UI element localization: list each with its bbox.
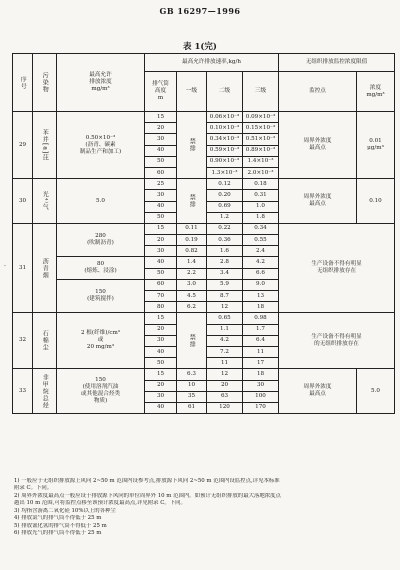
lvl2-cell [207,279,243,290]
stack-height-cell [145,313,177,324]
header-lvl2 [207,72,243,112]
lvl1-prohibited [177,179,207,224]
max-conc-label: 排放浓度 [89,79,112,85]
lvl3-cell [243,346,279,357]
lvl2-cell [207,235,243,246]
lvl3-value: 1.7 [256,326,265,333]
monitor-point [279,179,357,224]
lvl3-value: 0.89×10⁻³ [245,147,276,154]
stack-height: 15 [156,370,165,377]
stack-height: 60 [156,281,165,288]
stack-height-cell [145,279,177,290]
lvl2-cell [207,402,243,413]
lvl3-value: 100 [255,393,266,400]
max-conc-text: 80 [96,261,105,268]
concentration-label: 浓度 [369,84,382,91]
margin-mark: · [4,263,6,270]
monitor-point-label: 监控点 [309,88,326,94]
row-number-text: 32 [18,337,27,344]
header-monitor-point [279,72,357,112]
lvl3-value: 0.55 [254,236,267,243]
monitor-text: 周界外浓度 [303,194,332,201]
lvl3-value: 18 [256,303,265,310]
lvl3-value: 17 [256,359,265,366]
row-number [13,369,33,414]
stack-height: 50 [156,158,165,165]
lvl3-value: 13 [256,292,265,299]
stack-height-cell [145,302,177,313]
lvl2-value: 12 [220,303,229,310]
stack-height: 30 [156,393,165,400]
pollutant-name-text: 非甲烷总烃 [41,373,49,409]
lvl2-value: 0.65 [218,314,231,321]
lvl2-value: 11 [220,359,229,366]
height-label: 排气筒 [152,81,169,88]
lvl2-cell [207,291,243,302]
fugitive-limit-text: 0.10 [369,197,382,204]
stack-height: 40 [156,348,165,355]
lvl2-cell [207,112,243,123]
pollutant-name-text: 光⁴⁾气 [41,191,49,211]
max-conc-text: (使用溶剂汽油 [82,384,119,391]
lvl1-value: 6.3 [187,370,196,377]
lvl3-value: 6.4 [256,337,265,344]
lvl3-cell [243,402,279,413]
lvl3-cell [243,156,279,167]
max-conc-text: (沥青、碳素 [85,141,116,148]
lvl3-cell [243,257,279,268]
lvl3-value: 6.6 [256,270,265,277]
lvl1-cell [177,235,207,246]
footnote: 6) 排放光气的排气筒不得低于 25 m [14,530,102,537]
monitor-requirement [279,223,395,313]
stack-height-cell [145,268,177,279]
stack-height: 60 [156,169,165,176]
pollutant-name-text: 苯并[a]芘 [41,128,49,162]
lvl3-label: 三级 [254,88,267,94]
stack-height-cell [145,235,177,246]
lvl2-value: 0.36 [218,236,231,243]
stack-height: 30 [156,135,165,142]
lvl1-value: 61 [187,404,196,411]
lvl3-cell [243,134,279,145]
max-conc-text: (吹制沥青) [87,240,114,247]
pollutant-name [33,369,57,414]
stack-height-cell [145,246,177,257]
stack-height: 30 [156,337,165,344]
lvl2-value: 0.34×10⁻³ [209,135,240,142]
concentration-label: mg/m³ [366,91,385,98]
lvl2-cell [207,302,243,313]
lvl1-prohibited-text: 禁排 [188,194,196,208]
stack-height-cell [145,134,177,145]
stack-height: 40 [156,147,165,154]
lvl3-value: 0.51×10⁻³ [245,135,276,142]
max-conc [57,112,145,179]
lvl3-value: 1.4×10⁻³ [247,158,274,165]
lvl3-cell [243,223,279,234]
lvl3-value: 0.98 [254,314,267,321]
stack-height-cell [145,145,177,156]
max-conc-text: 150 [95,377,106,384]
monitor-text: 周界外浓度 [303,138,332,145]
lvl1-value: 0.82 [185,247,198,254]
lvl1-cell [177,246,207,257]
stack-height-cell [145,369,177,380]
lvl2-cell [207,335,243,346]
lvl2-value: 1.3×10⁻³ [211,169,238,176]
lvl2-cell [207,134,243,145]
lvl2-cell [207,268,243,279]
lvl3-value: 2.4 [256,247,265,254]
stack-height-cell [145,257,177,268]
fugitive-limit-text: 0.01 [369,138,382,145]
header-concentration [357,72,395,112]
lvl3-value: 0.18 [254,180,267,187]
lvl2-value: 0.22 [218,225,231,232]
lvl3-cell [243,380,279,391]
lvl3-cell [243,201,279,212]
stack-height: 50 [156,270,165,277]
pollutant-name-text: 石棉尘 [41,330,49,352]
lvl3-cell [243,391,279,402]
lvl3-cell [243,179,279,190]
pollutant-name [33,223,57,313]
stack-height-cell [145,402,177,413]
lvl2-value: 0.06×10⁻³ [209,113,240,120]
lvl2-cell [207,212,243,223]
lvl1-value: 1.4 [187,259,196,266]
lvl1-value: 35 [187,393,196,400]
lvl1-cell [177,380,207,391]
lvl2-cell [207,201,243,212]
lvl1-value: 10 [187,382,196,389]
lvl3-cell [243,246,279,257]
lvl2-cell [207,257,243,268]
lvl2-value: 12 [220,370,229,377]
fugitive-limit [357,112,395,179]
max-conc-group [57,257,145,279]
stack-height: 20 [156,326,165,333]
lvl2-cell [207,123,243,134]
lvl2-value: 0.59×10⁻³ [209,147,240,154]
monitor-text: 无组织排放存在 [316,268,357,275]
lvl3-cell [243,279,279,290]
lvl2-value: 20 [220,382,229,389]
lvl1-cell [177,291,207,302]
monitor-text: 最高点 [309,145,326,152]
lvl3-value: 170 [255,404,266,411]
max-conc-text: 150 [95,289,106,296]
stack-height: 15 [156,225,165,232]
max-conc-label: 最高允许 [89,72,112,79]
lvl2-cell [207,167,243,178]
pollutant-name [33,112,57,179]
page-header: GB 16297—1996 [159,6,241,16]
monitor-point [279,112,357,179]
stack-height: 25 [156,180,165,187]
max-conc-text: 280 [95,233,106,240]
lvl1-label: 一级 [185,88,198,94]
max-conc-text: 或 [97,337,104,344]
lvl1-prohibited [177,313,207,369]
row-number [13,112,33,179]
lvl3-value: 30 [256,382,265,389]
stack-height-cell [145,346,177,357]
height-label: m [157,94,164,101]
lvl3-cell [243,190,279,201]
stack-height: 30 [156,191,165,198]
height-label: 高度 [154,88,167,94]
monitor-text: 周界外浓度 [303,384,332,391]
max-conc [57,313,145,369]
header-seq [13,54,33,112]
max-conc [57,369,145,414]
emission-standards-table [12,53,395,414]
monitor-point [279,369,357,414]
stack-height: 20 [156,382,165,389]
lvl1-cell [177,302,207,313]
stack-height-cell [145,335,177,346]
lvl2-cell [207,380,243,391]
lvl3-cell [243,167,279,178]
max-conc-group [57,279,145,313]
header-fugitive-group [279,54,395,72]
lvl2-cell [207,391,243,402]
lvl1-cell [177,391,207,402]
fugitive-group-label: 无组织排放监控浓度限值 [305,59,368,65]
stack-height: 20 [156,236,165,243]
lvl3-value: 4.2 [256,259,265,266]
lvl3-value: 2.0×10⁻³ [247,169,274,176]
stack-height-cell [145,223,177,234]
stack-height-cell [145,391,177,402]
row-number-text: 29 [18,141,27,148]
header-max-conc [57,54,145,112]
monitor-text: 最高点 [309,201,326,207]
lvl2-label: 二级 [218,88,231,94]
lvl3-cell [243,235,279,246]
lvl3-value: 11 [256,348,265,355]
lvl1-cell [177,268,207,279]
lvl3-cell [243,324,279,335]
row-number [13,223,33,313]
fugitive-limit [357,179,395,224]
fugitive-limit-text: μg/m³ [367,145,384,152]
max-conc-text: 0.50×10⁻³ [85,134,116,141]
lvl2-value: 1.1 [220,326,229,333]
lvl2-value: 120 [219,404,230,411]
monitor-requirement [279,313,395,369]
monitor-text: 生产设备不得有明显 [311,261,362,268]
lvl1-cell [177,369,207,380]
footnote: 附录 C。下同。 [14,485,53,492]
stack-height: 50 [156,359,165,366]
stack-height: 40 [156,259,165,266]
lvl2-cell [207,156,243,167]
stack-height: 20 [156,124,165,131]
lvl2-value: 7.2 [220,348,229,355]
row-number-text: 30 [18,197,27,204]
monitor-text: 生产设备不得有明显 [311,333,362,340]
pollutant-name [33,313,57,369]
lvl1-cell [177,402,207,413]
lvl3-cell [243,335,279,346]
stack-height-cell [145,212,177,223]
footnote: 2) 周界外浓度最高点一般应设于排放源下风向的单位周界外 10 m 范围内。如预计无组织排放的最大落地浓度点 [14,492,281,499]
stack-height: 70 [156,292,165,299]
row-number-text: 33 [18,387,27,394]
lvl1-value: 2.2 [187,270,196,277]
stack-height-cell [145,167,177,178]
stack-height: 30 [156,247,165,254]
monitor-text: 的无组织排放存在 [314,340,359,347]
row-number-text: 31 [18,264,27,271]
lvl2-cell [207,246,243,257]
lvl1-value: 6.2 [187,303,196,310]
stack-height-cell [145,291,177,302]
header-height [145,72,177,112]
lvl1-value: 0.11 [185,225,198,232]
stack-height-cell [145,156,177,167]
stack-height-cell [145,380,177,391]
lvl2-value: 1.6 [220,247,229,254]
monitor-text: 最高点 [309,391,326,398]
header-lvl3 [243,72,279,112]
lvl3-cell [243,123,279,134]
lvl3-cell [243,145,279,156]
lvl2-cell [207,145,243,156]
lvl2-cell [207,190,243,201]
stack-height-cell [145,112,177,123]
max-conc-text: 物质) [93,398,108,405]
lvl3-cell [243,313,279,324]
stack-height: 40 [156,203,165,210]
lvl2-value: 0.10×10⁻³ [209,124,240,131]
lvl2-cell [207,369,243,380]
lvl2-cell [207,313,243,324]
lvl2-cell [207,324,243,335]
lvl3-cell [243,291,279,302]
max-conc-text: (熔炼、浸涂) [84,268,117,275]
fugitive-limit [357,369,395,414]
lvl3-cell [243,212,279,223]
max-conc [57,179,145,224]
max-conc-text: 制品生产和加工) [79,148,122,155]
stack-height: 15 [156,113,165,120]
max-conc-text: 20 mg/m³ [86,344,115,351]
header-pollutant [33,54,57,112]
table-caption: 表 1(完) [183,42,217,52]
rate-group-label: 最高允许排放速率,kg/h [182,59,241,65]
row-number [13,313,33,369]
max-conc-text: 5.0 [96,197,105,204]
stack-height: 80 [156,303,165,310]
lvl2-value: 0.69 [218,203,231,210]
lvl2-value: 63 [220,393,229,400]
lvl3-cell [243,358,279,369]
lvl1-cell [177,223,207,234]
pollutant-label: 污染物 [41,72,49,93]
footnotes [14,478,394,538]
lvl2-cell [207,179,243,190]
lvl2-cell [207,358,243,369]
lvl2-value: 1.2 [220,214,229,221]
max-conc-text: 2 根(纤维)/cm³ [80,330,121,337]
lvl3-cell [243,112,279,123]
lvl3-value: 0.31 [254,191,267,198]
header-rate-group [145,54,279,72]
lvl3-cell [243,369,279,380]
lvl1-value: 3.0 [187,281,196,288]
lvl2-value: 8.7 [220,292,229,299]
lvl3-value: 9.0 [256,281,265,288]
stack-height: 50 [156,214,165,221]
lvl2-cell [207,346,243,357]
lvl1-prohibited-text: 禁排 [188,333,196,348]
lvl3-value: 0.15×10⁻³ [245,124,276,131]
footnote: 越出 10 m 范围,可将监控点移至该预计浓度最高点,详见附录 C。下同。 [14,500,186,507]
stack-height: 40 [156,404,165,411]
footnote: 4) 排放氯气的排气筒不得低于 25 m [14,515,102,522]
lvl3-value: 0.09×10⁻³ [245,113,276,120]
stack-height: 15 [156,314,165,321]
lvl3-value: 18 [256,370,265,377]
footnote: 5) 排放氰化氢的排气筒不得低于 25 m [14,522,107,529]
max-conc-text: 或其他混合烃类 [80,391,121,398]
max-conc-group [57,223,145,257]
lvl2-value: 0.20 [218,191,231,198]
pollutant-name-text: 沥青烟 [41,257,49,279]
stack-height-cell [145,201,177,212]
lvl3-value: 1.0 [256,203,265,210]
max-conc-text: (建筑搅拌) [87,296,114,303]
lvl1-value: 0.19 [185,236,198,243]
stack-height-cell [145,179,177,190]
stack-height-cell [145,123,177,134]
lvl2-value: 0.90×10⁻³ [209,158,240,165]
lvl1-prohibited [177,112,207,179]
seq-label: 序号 [19,75,27,90]
lvl2-value: 4.2 [220,337,229,344]
stack-height-cell [145,358,177,369]
lvl3-cell [243,268,279,279]
max-conc-label: mg/m³ [91,85,110,92]
lvl2-cell [207,223,243,234]
lvl2-value: 3.4 [220,270,229,277]
lvl3-value: 0.34 [254,225,267,232]
footnote: 3) 均指含游离二氧化硅 10%以上的各种尘 [14,507,116,514]
row-number [13,179,33,224]
lvl1-value: 4.5 [187,292,196,299]
lvl3-cell [243,302,279,313]
lvl2-value: 0.12 [218,180,231,187]
lvl1-cell [177,279,207,290]
stack-height-cell [145,324,177,335]
lvl3-value: 1.8 [256,214,265,221]
lvl1-cell [177,257,207,268]
stack-height-cell [145,190,177,201]
pollutant-name [33,179,57,224]
lvl2-value: 2.8 [220,259,229,266]
lvl2-value: 5.9 [220,281,229,288]
footnote: 1) 一般应于无组织排放源上风向 2~50 m 范围内设参考点,排放源下风向 2~50 m 范围内设监控点,详见本标准 [14,478,280,484]
header-lvl1 [177,72,207,112]
fugitive-limit-text: 5.0 [371,387,380,394]
lvl1-prohibited-text: 禁排 [188,138,196,153]
